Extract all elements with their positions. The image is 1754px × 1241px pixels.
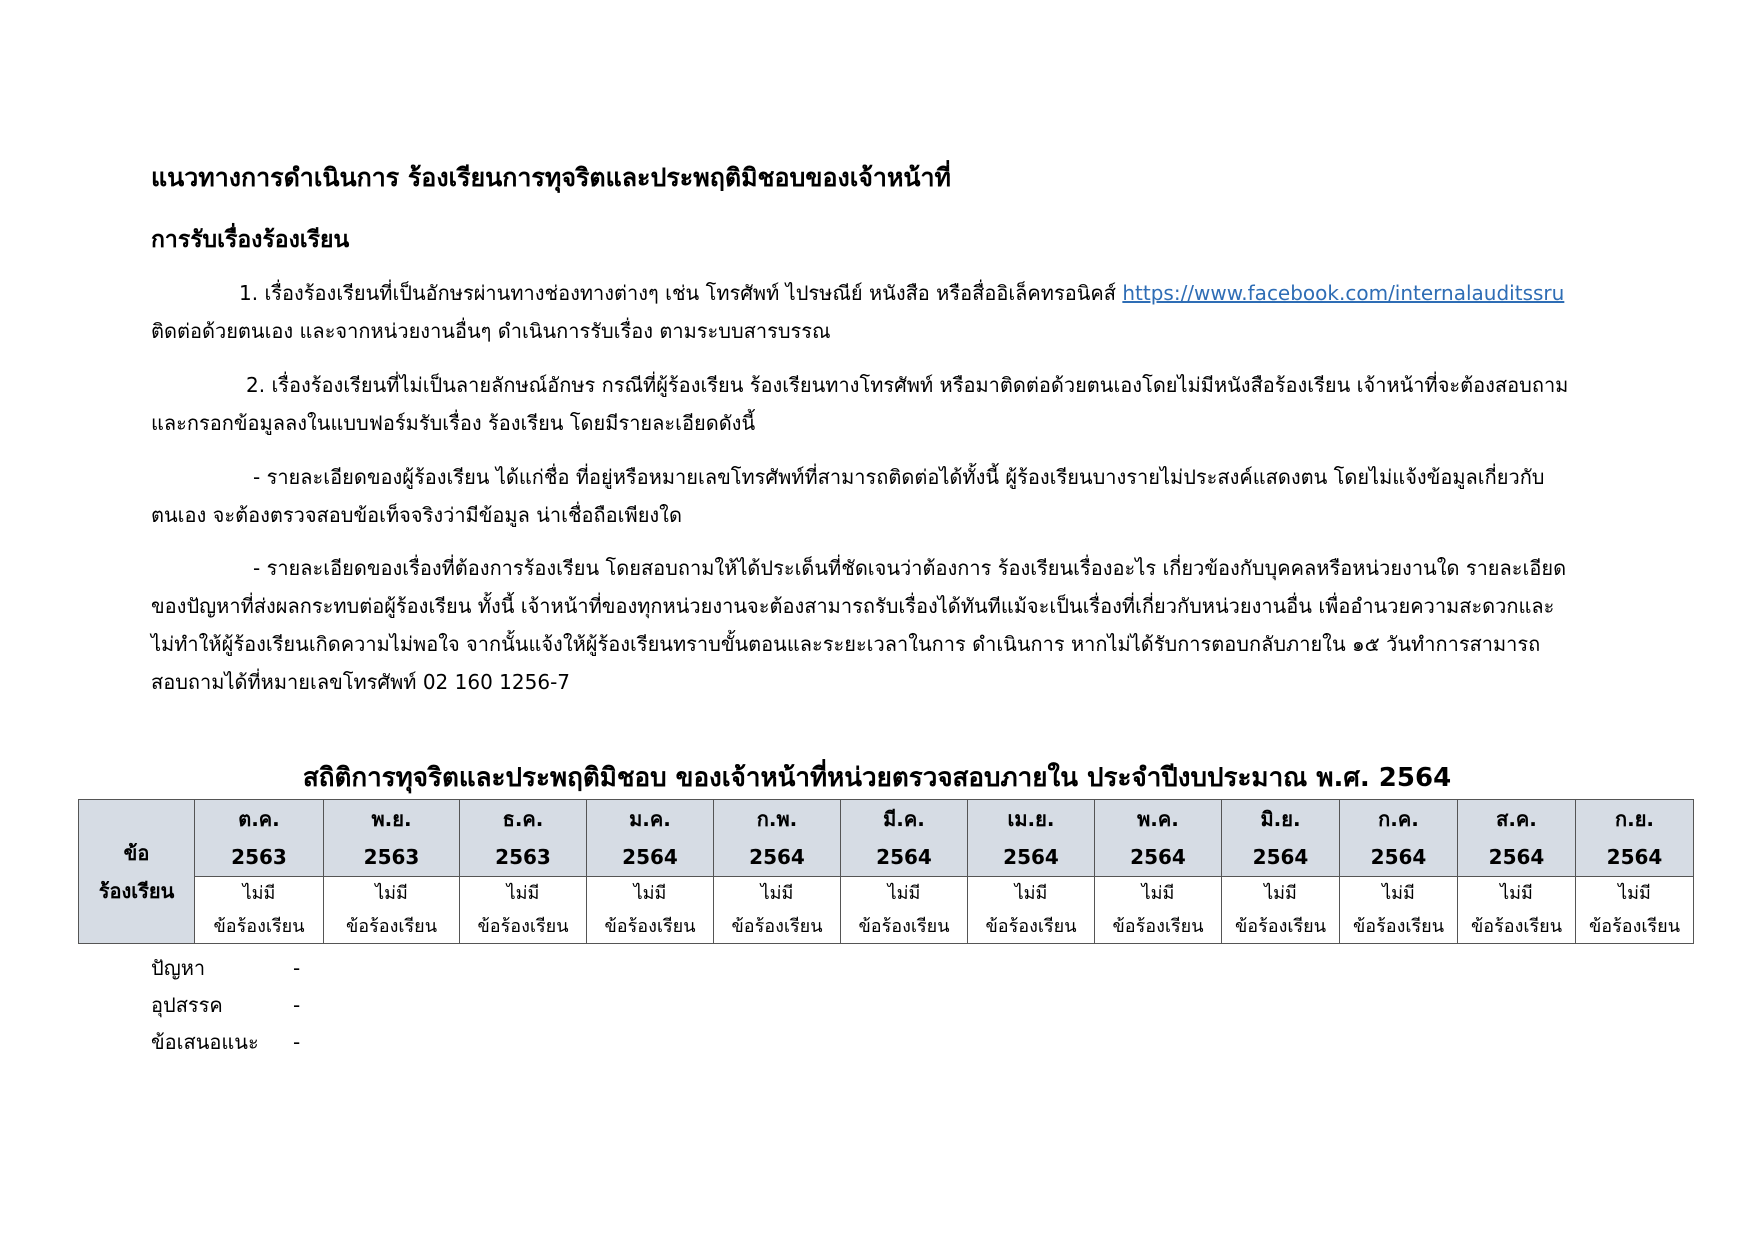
month-label: มี.ค.	[883, 807, 925, 831]
row-header-line-2: ร้องเรียน	[98, 878, 175, 903]
value-cell	[324, 877, 460, 944]
year-label: 2564	[1370, 845, 1427, 869]
paragraph-4-line-1: - รายละเอียดของเรื่องที่ต้องการร้องเรียน โดยสอบถามให้ได้ประเด็นที่ชัดเจนว่าต้องการ ร้องเรียนเรื่องอะไร เกี่ยวข้องกับบุคคลหรือหน่วยงานใด รายละเอียด	[253, 556, 1567, 580]
value-cell	[968, 877, 1095, 944]
value-line-2: ข้อร้องเรียน	[604, 916, 696, 937]
month-label: พ.ย.	[371, 807, 412, 831]
value-line-1: ไม่มี	[1141, 883, 1175, 904]
year-label: 2564	[1003, 845, 1059, 869]
value-cell	[1095, 877, 1222, 944]
value-line-2: ข้อร้องเรียน	[731, 916, 823, 937]
year-label: 2564	[1488, 845, 1545, 869]
month-label: ต.ค.	[238, 807, 280, 831]
month-header-cell	[460, 800, 587, 877]
month-header-cell	[1340, 800, 1458, 877]
month-label: พ.ค.	[1137, 807, 1179, 831]
paragraph-2-line-2: และกรอกข้อมูลลงในแบบฟอร์มรับเรื่อง ร้องเรียน โดยมีรายละเอียดดังนี้	[151, 411, 756, 435]
note-value: -	[293, 993, 301, 1017]
month-header-cell	[968, 800, 1095, 877]
value-line-1: ไม่มี	[1264, 883, 1297, 904]
stats-table-title: สถิติการทุจริตและประพฤติมิชอบ ของเจ้าหน้าที่หน่วยตรวจสอบภายใน ประจำปีงบประมาณ พ.ศ. 2564	[302, 763, 1452, 793]
value-line-1: ไม่มี	[1014, 883, 1048, 904]
year-label: 2563	[363, 845, 420, 869]
month-header-cell	[1576, 800, 1694, 877]
month-label: ก.ค.	[1378, 807, 1419, 831]
note-obstacle	[151, 987, 300, 1024]
year-label: 2563	[231, 845, 287, 869]
paragraph-1	[151, 274, 1611, 350]
section-heading: การรับเรื่องร้องเรียน	[151, 227, 350, 253]
note-problem	[151, 950, 300, 987]
value-cell	[1576, 877, 1694, 944]
month-label: มิ.ย.	[1260, 807, 1301, 831]
year-label: 2564	[749, 845, 805, 869]
month-label: เม.ย.	[1007, 807, 1055, 831]
complaint-stats-table	[78, 799, 1694, 944]
value-line-2: ข้อร้องเรียน	[1112, 916, 1204, 937]
row-header-line-1: ข้อ	[123, 840, 150, 865]
value-line-1: ไม่มี	[1618, 883, 1651, 904]
paragraph-2-line-1: 2. เรื่องร้องเรียนที่ไม่เป็นลายลักษณ์อักษร กรณีที่ผู้ร้องเรียน ร้องเรียนทางโทรศัพท์ หรือมาติดต่อด้วยตนเองโดยไม่มีหนังสือร้องเรียน เจ้าหน้าที่จะต้องสอบถาม	[246, 373, 1569, 397]
document-title: แนวทางการดำเนินการ ร้องเรียนการทุจริตและประพฤติมิชอบของเจ้าหน้าที่	[151, 163, 952, 192]
row-header-cell	[79, 800, 195, 944]
paragraph-4-line-3: ไม่ทำให้ผู้ร้องเรียนเกิดความไม่พอใจ จากนั้นแจ้งให้ผู้ร้องเรียนทราบขั้นตอนและระยะเวลาในการ ดำเนินการ หากไม่ได้รับการตอบกลับภายใน ๑๕ วันทำการสามารถ	[151, 632, 1541, 656]
value-row	[79, 877, 1694, 944]
value-line-1: ไม่มี	[1382, 883, 1415, 904]
paragraph-1-line-1	[151, 274, 1611, 312]
paragraph-4-line-2: ของปัญหาที่ส่งผลกระทบต่อผู้ร้องเรียน ทั้งนี้ เจ้าหน้าที่ของทุกหน่วยงานจะต้องสามารถรับเรื่องได้ทันทีแม้จะเป็นเรื่องที่เกี่ยวกับหน่วยงานอื่น เพื่ออำนวยความสะดวกและ	[151, 594, 1555, 618]
year-label: 2564	[622, 845, 678, 869]
value-line-2: ข้อร้องเรียน	[345, 916, 438, 937]
value-cell	[587, 877, 714, 944]
header-row	[79, 800, 1694, 877]
value-cell	[841, 877, 968, 944]
value-line-1: ไม่มี	[242, 883, 276, 904]
paragraph-1-line-2: ติดต่อด้วยตนเอง และจากหน่วยงานอื่นๆ ดำเนินการรับเรื่อง ตามระบบสารบรรณ	[151, 319, 831, 343]
month-label: ส.ค.	[1496, 807, 1537, 831]
year-label: 2564	[876, 845, 932, 869]
year-label: 2563	[495, 845, 551, 869]
value-line-1: ไม่มี	[887, 883, 921, 904]
value-line-2: ข้อร้องเรียน	[1588, 916, 1681, 937]
note-value: -	[293, 1030, 301, 1054]
value-line-2: ข้อร้องเรียน	[985, 916, 1077, 937]
value-line-2: ข้อร้องเรียน	[213, 916, 305, 937]
note-label: ข้อเสนอแนะ	[151, 1030, 259, 1054]
year-label: 2564	[1606, 845, 1663, 869]
paragraph-3-line-2: ตนเอง จะต้องตรวจสอบข้อเท็จจริงว่ามีข้อมูล น่าเชื่อถือเพียงใด	[151, 503, 682, 527]
month-header-cell	[324, 800, 460, 877]
value-cell	[460, 877, 587, 944]
value-line-2: ข้อร้องเรียน	[1234, 916, 1327, 937]
value-line-1: ไม่มี	[760, 883, 794, 904]
value-cell	[1458, 877, 1576, 944]
year-label: 2564	[1252, 845, 1309, 869]
value-line-2: ข้อร้องเรียน	[1470, 916, 1563, 937]
year-label: 2564	[1130, 845, 1186, 869]
value-cell	[1340, 877, 1458, 944]
note-label: ปัญหา	[151, 956, 206, 980]
month-header-cell	[1222, 800, 1340, 877]
value-line-1: ไม่มี	[1500, 883, 1533, 904]
month-header-cell	[1458, 800, 1576, 877]
value-line-2: ข้อร้องเรียน	[477, 916, 569, 937]
value-line-1: ไม่มี	[506, 883, 540, 904]
notes-section	[151, 950, 300, 1061]
month-header-cell	[587, 800, 714, 877]
month-label: ก.พ.	[756, 807, 798, 831]
facebook-link[interactable]: https://www.facebook.com/internalauditssru	[1122, 281, 1565, 305]
month-header-cell	[1095, 800, 1222, 877]
month-label: ม.ค.	[629, 807, 671, 831]
paragraph-3	[151, 458, 1611, 534]
month-header-cell	[714, 800, 841, 877]
paragraph-4	[151, 549, 1611, 701]
month-label: ก.ย.	[1614, 807, 1655, 831]
note-value: -	[293, 956, 301, 980]
value-cell	[714, 877, 841, 944]
value-line-1: ไม่มี	[633, 883, 667, 904]
value-line-2: ข้อร้องเรียน	[858, 916, 950, 937]
paragraph-4-line-4: สอบถามได้ที่หมายเลขโทรศัพท์ 02 160 1256-7	[151, 670, 571, 694]
month-label: ธ.ค.	[502, 807, 544, 831]
month-header-cell	[841, 800, 968, 877]
month-header-cell	[195, 800, 324, 877]
paragraph-3-line-1: - รายละเอียดของผู้ร้องเรียน ได้แก่ชื่อ ที่อยู่หรือหมายเลขโทรศัพท์ที่สามารถติดต่อได้ทั้งนี้ ผู้ร้องเรียนบางรายไม่ประสงค์แสดงตน โดยไม่แจ้งข้อมูลเกี่ยวกับ	[253, 465, 1545, 489]
paragraph-1-text: 1. เรื่องร้องเรียนที่เป็นอักษรผ่านทางช่องทางต่างๆ เช่น โทรศัพท์ ไปรษณีย์ หนังสือ หรือสื่ออิเล็คทรอนิคส์	[239, 281, 1123, 305]
paragraph-2	[151, 366, 1611, 442]
note-label: อุปสรรค	[151, 993, 223, 1017]
value-cell	[195, 877, 324, 944]
value-line-2: ข้อร้องเรียน	[1352, 916, 1445, 937]
note-suggestion	[151, 1024, 300, 1061]
value-line-1: ไม่มี	[375, 883, 408, 904]
value-cell	[1222, 877, 1340, 944]
